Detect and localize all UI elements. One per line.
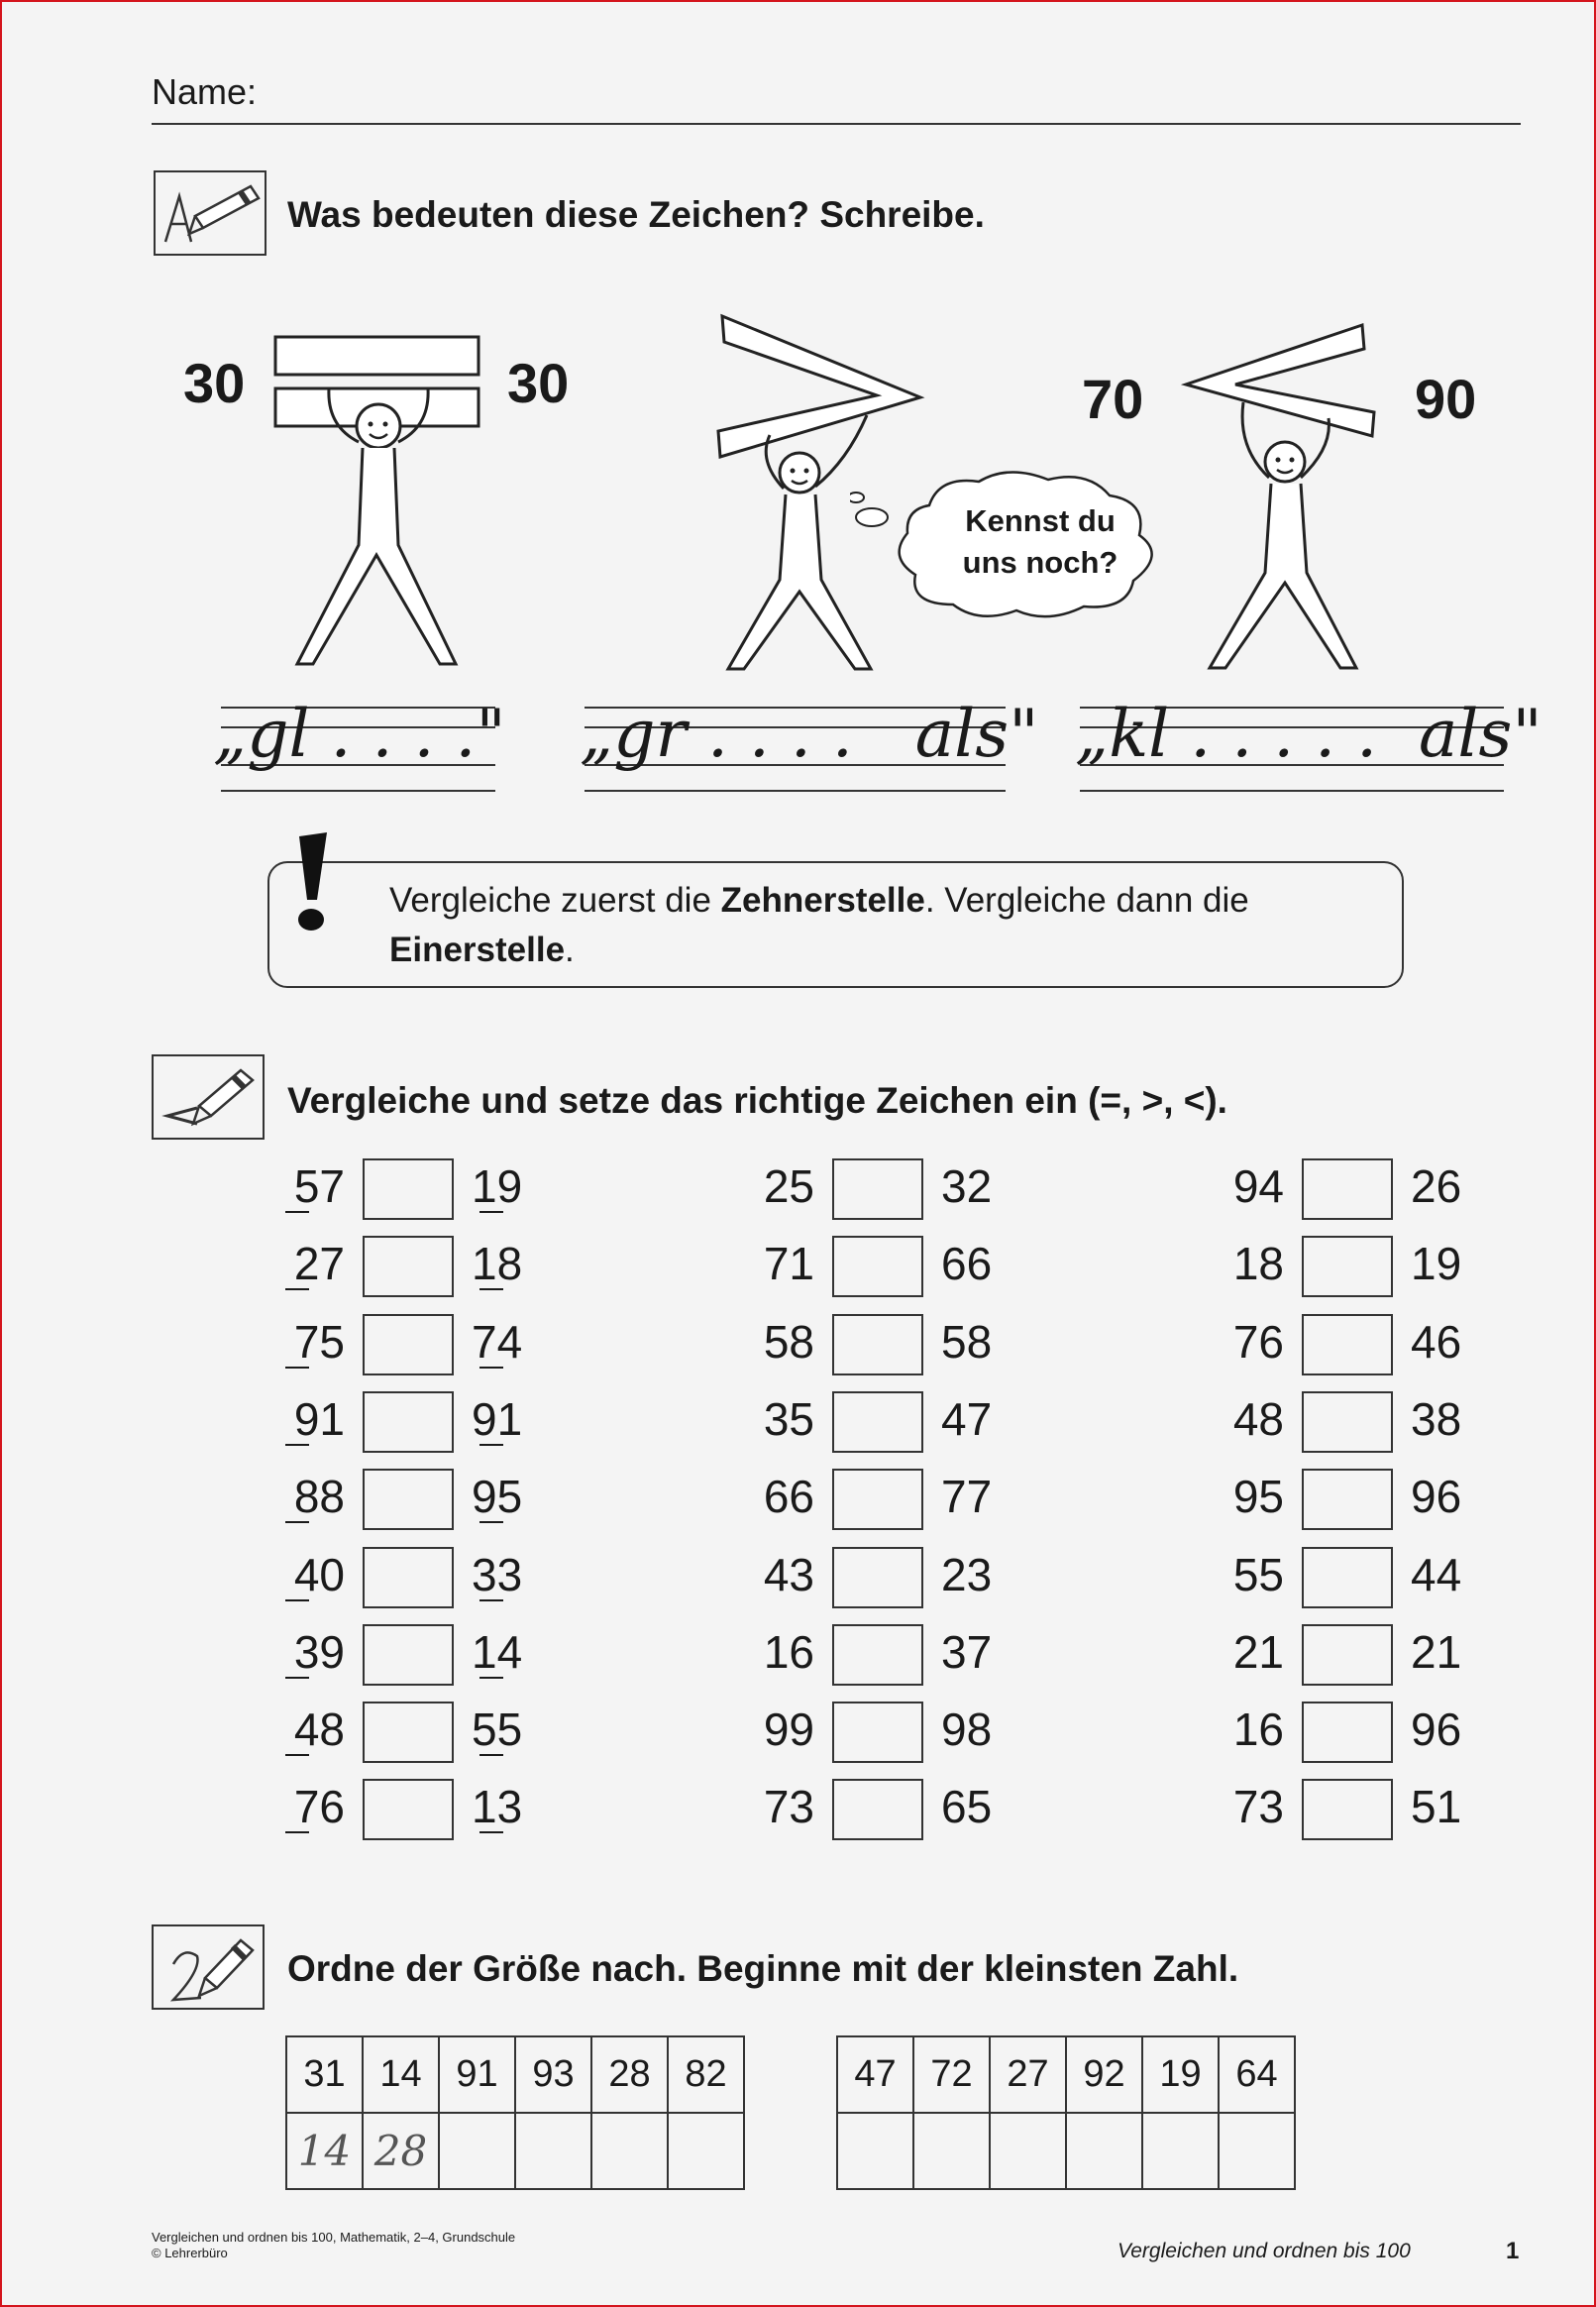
compare-left-number: 55 (1232, 1549, 1284, 1600)
table-cell: 93 (515, 2036, 591, 2113)
table-cell: 72 (913, 2036, 990, 2113)
tens-digit-underline (285, 1677, 309, 1679)
compare-answer-box[interactable] (832, 1314, 923, 1375)
hint-part1: Vergleiche zuerst die (389, 881, 721, 920)
compare-answer-box[interactable] (832, 1158, 923, 1220)
less-than-figure-illustration (1174, 319, 1392, 678)
compare-answer-box[interactable] (832, 1624, 923, 1686)
table-cell: 28 (591, 2036, 668, 2113)
compare-left-number: 73 (763, 1781, 814, 1832)
compare-left-number: 21 (1232, 1626, 1284, 1678)
compare-right-number: 19 (472, 1160, 523, 1212)
compare-answer-box[interactable] (1302, 1624, 1393, 1686)
compare-right-number: 98 (941, 1703, 993, 1755)
answer-cell[interactable] (591, 2113, 668, 2189)
compare-right-number: 74 (472, 1316, 523, 1368)
tens-digit-underline (285, 1599, 309, 1601)
tens-digit-underline (285, 1444, 309, 1446)
compare-left-number: 66 (763, 1471, 814, 1522)
compare-left-number: 76 (1232, 1316, 1284, 1368)
tens-digit-underline (285, 1211, 309, 1213)
order-table-1-answers (286, 2113, 744, 2189)
answer-cell[interactable] (913, 2113, 990, 2189)
tens-digit-underline (285, 1754, 309, 1756)
compare-left-number: 57 (293, 1160, 345, 1212)
compare-answer-box[interactable] (363, 1236, 454, 1297)
compare-left-number: 39 (293, 1626, 345, 1678)
compare-answer-box[interactable] (832, 1236, 923, 1297)
hint-part3: . (565, 931, 575, 969)
compare-answer-box[interactable] (363, 1547, 454, 1608)
compare-right-number: 66 (941, 1238, 993, 1289)
table-cell: 31 (286, 2036, 363, 2113)
tens-digit-underline (285, 1288, 309, 1290)
eq-right-number: 30 (507, 352, 570, 414)
table-cell: 92 (1066, 2036, 1142, 2113)
compare-right-number: 47 (941, 1393, 993, 1445)
tens-digit-underline (479, 1831, 503, 1833)
compare-right-number: 21 (1411, 1626, 1462, 1678)
script-answer-greater[interactable]: „gr . . . . als" (580, 696, 1039, 772)
compare-answer-box[interactable] (1302, 1391, 1393, 1453)
compare-right-number: 65 (941, 1781, 993, 1832)
lt-right-number: 90 (1415, 368, 1477, 430)
order-pencil-icon (152, 1924, 265, 2010)
compare-answer-box[interactable] (1302, 1702, 1393, 1763)
compare-answer-box[interactable] (832, 1779, 923, 1840)
compare-right-number: 19 (1411, 1238, 1462, 1289)
order-table-1-numbers (286, 2036, 744, 2113)
compare-answer-box[interactable] (363, 1158, 454, 1220)
compare-left-number: 71 (763, 1238, 814, 1289)
compare-answer-box[interactable] (1302, 1547, 1393, 1608)
footer-credits (152, 2230, 515, 2261)
task1-title: Was bedeuten diese Zeichen? Schreibe. (287, 194, 985, 235)
compare-answer-box[interactable] (363, 1469, 454, 1530)
compare-right-number: 58 (941, 1316, 993, 1368)
tens-digit-underline (479, 1288, 503, 1290)
cloud-text (921, 500, 1159, 584)
compare-right-number: 55 (472, 1703, 523, 1755)
script-answer-less[interactable]: „kl . . . . . als" (1075, 696, 1543, 772)
tens-digit-underline (285, 1831, 309, 1833)
compare-answer-box[interactable] (363, 1702, 454, 1763)
cloud-line1: Kennst du (965, 503, 1116, 538)
compare-right-number: 33 (472, 1549, 523, 1600)
answer-cell[interactable]: 14 (286, 2113, 363, 2189)
compare-left-number: 18 (1232, 1238, 1284, 1289)
compare-answer-box[interactable] (363, 1779, 454, 1840)
compare-answer-box[interactable] (1302, 1158, 1393, 1220)
tens-digit-underline (479, 1444, 503, 1446)
compare-answer-box[interactable] (1302, 1469, 1393, 1530)
table-cell: 82 (668, 2036, 744, 2113)
hint-text (389, 876, 1390, 975)
compare-answer-box[interactable] (1302, 1236, 1393, 1297)
table-cell: 91 (439, 2036, 515, 2113)
tens-digit-underline (479, 1211, 503, 1213)
answer-cell[interactable] (837, 2113, 913, 2189)
tens-digit-underline (479, 1521, 503, 1523)
compare-answer-box[interactable] (832, 1547, 923, 1608)
compare-left-number: 99 (763, 1703, 814, 1755)
order-table-1 (285, 2035, 745, 2190)
compare-left-number: 91 (293, 1393, 345, 1445)
compare-left-number: 48 (1232, 1393, 1284, 1445)
write-letter-icon (154, 170, 266, 256)
compare-left-number: 76 (293, 1781, 345, 1832)
answer-cell[interactable]: 28 (363, 2113, 439, 2189)
table-cell: 47 (837, 2036, 913, 2113)
compare-left-number: 94 (1232, 1160, 1284, 1212)
equals-figure-illustration (267, 327, 495, 674)
compare-left-number: 16 (1232, 1703, 1284, 1755)
name-line[interactable] (152, 123, 1521, 125)
tens-digit-underline (479, 1677, 503, 1679)
tens-digit-underline (285, 1367, 309, 1369)
compare-right-number: 44 (1411, 1549, 1462, 1600)
cloud-line2: uns noch? (962, 545, 1118, 580)
compare-right-number: 37 (941, 1626, 993, 1678)
compare-left-number: 27 (293, 1238, 345, 1289)
compare-right-number: 95 (472, 1471, 523, 1522)
script-answer-equal[interactable]: „gl . . . ." (213, 696, 506, 772)
hint-part2: . Vergleiche dann die (924, 881, 1249, 920)
compare-left-number: 48 (293, 1703, 345, 1755)
compare-left-number: 75 (293, 1316, 345, 1368)
compare-left-number: 16 (763, 1626, 814, 1678)
compare-left-number: 88 (293, 1471, 345, 1522)
compare-right-number: 23 (941, 1549, 993, 1600)
compare-left-number: 40 (293, 1549, 345, 1600)
answer-cell[interactable] (990, 2113, 1066, 2189)
answer-cell[interactable] (1219, 2113, 1295, 2189)
order-table-2-numbers (837, 2036, 1295, 2113)
compare-answer-box[interactable] (1302, 1779, 1393, 1840)
answer-cell[interactable] (515, 2113, 591, 2189)
compare-answer-box[interactable] (363, 1624, 454, 1686)
answer-cell[interactable] (1142, 2113, 1219, 2189)
footer-line2: © Lehrerbüro (152, 2246, 228, 2260)
footer-title: Vergleichen und ordnen bis 100 (1117, 2240, 1411, 2262)
compare-right-number: 51 (1411, 1781, 1462, 1832)
answer-cell[interactable] (1066, 2113, 1142, 2189)
eq-left-number: 30 (183, 352, 246, 414)
compare-right-number: 91 (472, 1393, 523, 1445)
compare-left-number: 73 (1232, 1781, 1284, 1832)
compare-right-number: 14 (472, 1626, 523, 1678)
compare-right-number: 38 (1411, 1393, 1462, 1445)
compare-answer-box[interactable] (832, 1702, 923, 1763)
compare-answer-box[interactable] (363, 1391, 454, 1453)
order-table-2 (836, 2035, 1296, 2190)
lt-left-number: 70 (1082, 368, 1144, 430)
compare-left-number: 35 (763, 1393, 814, 1445)
answer-cell[interactable] (439, 2113, 515, 2189)
table-cell: 64 (1219, 2036, 1295, 2113)
compare-right-number: 26 (1411, 1160, 1462, 1212)
compare-right-number: 77 (941, 1471, 993, 1522)
compare-right-number: 18 (472, 1238, 523, 1289)
compare-right-number: 13 (472, 1781, 523, 1832)
order-table-2-answers (837, 2113, 1295, 2189)
compare-right-number: 96 (1411, 1471, 1462, 1522)
compare-left-number: 95 (1232, 1471, 1284, 1522)
task3-title: Ordne der Größe nach. Beginne mit der kleinsten Zahl. (287, 1948, 1239, 1989)
compare-answer-box[interactable] (832, 1391, 923, 1453)
table-cell: 14 (363, 2036, 439, 2113)
tens-digit-underline (479, 1754, 503, 1756)
compare-answer-box[interactable] (832, 1469, 923, 1530)
answer-cell[interactable] (668, 2113, 744, 2189)
task2-title: Vergleiche und setze das richtige Zeichen ein (=, >, <). (287, 1080, 1227, 1121)
compare-left-number: 25 (763, 1160, 814, 1212)
compare-right-number: 96 (1411, 1703, 1462, 1755)
name-label: Name: (152, 71, 258, 112)
compare-left-number: 58 (763, 1316, 814, 1368)
compare-answer-box[interactable] (1302, 1314, 1393, 1375)
compare-pencil-icon (152, 1054, 265, 1140)
tens-digit-underline (479, 1367, 503, 1369)
compare-right-number: 46 (1411, 1316, 1462, 1368)
footer-line1: Vergleichen und ordnen bis 100, Mathematik, 2–4, Grundschule (152, 2230, 516, 2245)
tens-digit-underline (285, 1521, 309, 1523)
compare-answer-box[interactable] (363, 1314, 454, 1375)
tens-digit-underline (479, 1599, 503, 1601)
hint-bold-tens: Zehnerstelle (720, 881, 925, 920)
table-cell: 27 (990, 2036, 1066, 2113)
compare-left-number: 43 (763, 1549, 814, 1600)
hint-bold-ones: Einerstelle (389, 931, 566, 969)
compare-right-number: 32 (941, 1160, 993, 1212)
table-cell: 19 (1142, 2036, 1219, 2113)
exclamation-icon (285, 830, 335, 939)
page-number: 1 (1506, 2238, 1520, 2264)
